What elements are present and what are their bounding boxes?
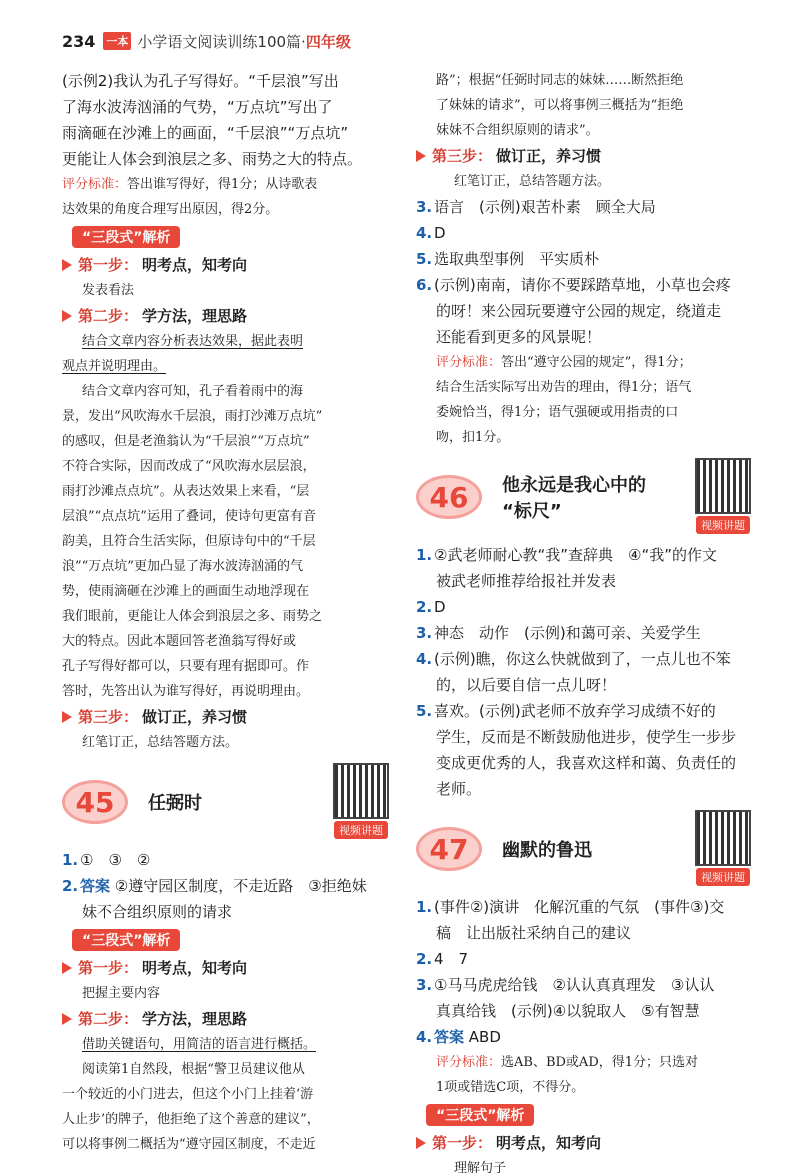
qr-code-icon[interactable]: [333, 763, 389, 819]
answer-1: 1. ① ③ ②: [62, 851, 151, 869]
qr-code-icon[interactable]: [695, 810, 751, 866]
step-two: 第二步： 学方法，理思路: [62, 303, 394, 329]
analysis-badge: “三段式”解析: [72, 929, 180, 951]
answer-6: 6. (示例)南南，请你不要踩踏草地，小草也会疼 的呀！来公园玩要遵守公园的规定，绕道走 还能看到更多的风景呢！: [416, 276, 731, 346]
series-grade: 四年级: [305, 32, 351, 51]
step-three: 第三步： 做订正，养习惯: [416, 143, 756, 169]
answer-4: 4. 答案 ABD: [416, 1028, 501, 1046]
lesson-47-header: [416, 810, 756, 888]
answer-4: 4. (示例)瞧，你这么快就做到了，一点儿也不笨 的，以后要自信一点儿呀！: [416, 650, 731, 694]
step-one-detail: 理解句子: [454, 1161, 507, 1173]
analysis-badge: “三段式”解析: [72, 226, 180, 248]
arrow-icon: [416, 1137, 426, 1149]
left-column: [62, 68, 394, 1157]
step-two-analysis: 结合文章内容可知，孔子看着雨中的海 景，发出“风吹海水千层浪，雨打沙滩万点坑” 的感叹，但是老渔翁认为“千层浪”“万点坑” 不符合实际，因而改成了“风吹海水层层浪， 雨打沙滩点点坑”。从表达效果上来看，“层 层浪”“点点坑”运用了叠词，使诗句更富有音 韵美，且符合生活实际，但原诗句中的“千层 浪”“万点坑”更加凸显了海水波涛汹涌的气 势，使雨滴砸在沙滩上的画面生动地浮现在 我们眼前，更能让人体会到浪层之多、雨势之 大的特点。因此本题回答老渔翁写得好或 孔子写得好都可以，只要有理有据即可。作 答时，先答出认为谁写得好，再说明理由。: [62, 384, 323, 699]
answer-2: 2. D: [416, 598, 446, 616]
scoring-criteria: 评分标准：选AB、BD或AD，得1分；只选对 1项或错选C项，不得分。: [436, 1055, 699, 1095]
scoring-criteria: 评分标准：答出谁写得好，得1分；从诗歌表 达效果的角度合理写出原因，得2分。: [62, 177, 318, 217]
step-two-analysis: 阅读第1自然段，根据“警卫员建议他从 一个较近的小门进去，但这个小门上挂着‘游 人止步’的牌子，他拒绝了这个善意的建议”， 可以将事例二概括为“遵守园区制度，不走近: [62, 1062, 320, 1152]
lesson-title: 任弼时: [148, 793, 202, 814]
step-one-detail: 把握主要内容: [82, 986, 161, 1001]
page-number: 234: [62, 31, 96, 51]
arrow-icon: [416, 150, 426, 162]
step-one: 第一步： 明考点，知考向: [62, 252, 394, 278]
arrow-icon: [62, 259, 72, 271]
analysis-badge: “三段式”解析: [426, 1104, 534, 1126]
right-column: [416, 68, 756, 1173]
step-three-detail: 红笔订正，总结答题方法。: [82, 735, 239, 750]
video-qr[interactable]: 视频讲题: [690, 810, 756, 886]
step-one-detail: 发表看法: [82, 283, 135, 298]
example-answer: (示例2)我认为孔子写得好。“千层浪”写出 了海水波涛汹涌的气势，“万点坑”写出了 雨滴砸在沙滩上的画面，“千层浪”“万点坑” 更能让人体会到浪层之多、雨势之大的特点。: [62, 72, 363, 168]
lesson-45-header: [62, 763, 394, 841]
scoring-criteria: 评分标准：答出“遵守公园的规定”，得1分； 结合生活实际写出劝告的理由，得1分；语气 委婉恰当，得1分；语气强硬或用指责的口 吻，扣1分。: [436, 355, 692, 445]
answer-3: 3. 神态 动作 (示例)和蔼可亲、关爱学生: [416, 624, 701, 642]
lesson-title: 他永远是我心中的 “标尺”: [502, 475, 646, 522]
answer-2: 2. 答案 ②遵守园区制度，不走近路 ③拒绝妹 妹不合组织原则的请求: [62, 877, 367, 921]
answer-3: 3. 语言 (示例)艰苦朴素 顾全大局: [416, 198, 656, 216]
arrow-icon: [62, 310, 72, 322]
lesson-title: 幽默的鲁迅: [502, 840, 592, 861]
lesson-number: 46: [416, 475, 482, 519]
arrow-icon: [62, 711, 72, 723]
arrow-icon: [62, 1013, 72, 1025]
qr-code-icon[interactable]: [695, 458, 751, 514]
lesson-number: 45: [62, 780, 128, 824]
analysis-continued: 路”；根据“任弼时同志的妹妹……断然拒绝 了妹妹的请求”，可以将事例三概括为“拒绝 妹妹不合组织原则的请求”。: [436, 73, 684, 138]
series-logo: 一本: [103, 32, 131, 50]
video-qr[interactable]: 视频讲题: [328, 763, 394, 839]
video-qr[interactable]: 视频讲题: [690, 458, 756, 534]
answer-3: 3. ①马马虎虎给钱 ②认认真真理发 ③认认 真真给钱 (示例)④以貌取人 ⑤有智慧: [416, 976, 715, 1020]
step-one: 第一步： 明考点，知考向: [416, 1130, 756, 1156]
lesson-46-header: [416, 458, 756, 536]
step-two: 第二步： 学方法，理思路: [62, 1006, 394, 1032]
lesson-number: 47: [416, 827, 482, 871]
answer-2: 2. 4 7: [416, 950, 469, 968]
answer-5: 5. 喜欢。(示例)武老师不放弃学习成绩不好的 学生，反而是不断鼓励他进步，使学生一步步 变成更优秀的人，我喜欢这样和蔼、负责任的 老师。: [416, 702, 737, 798]
step-three-detail: 红笔订正，总结答题方法。: [454, 174, 611, 189]
step-two-method: 借助关键语句，用简洁的语言进行概括。: [82, 1037, 317, 1052]
arrow-icon: [62, 962, 72, 974]
answer-1: 1. ②武老师耐心教“我”查辞典 ④“我”的作文 被武老师推荐给报社并发表: [416, 546, 717, 590]
answer-4: 4. D: [416, 224, 446, 242]
answer-5: 5. 选取典型事例 平实质朴: [416, 250, 600, 268]
step-two-method: 结合文章内容分析表达效果，据此表明 观点并说明理由。: [62, 334, 304, 374]
step-one: 第一步： 明考点，知考向: [62, 955, 394, 981]
series-title: 小学语文阅读训练100篇·: [137, 32, 306, 51]
step-three: 第三步： 做订正，养习惯: [62, 704, 394, 730]
answer-1: 1. (事件②)演讲 化解沉重的气氛 (事件③)交 稿 让出版社采纳自己的建议: [416, 898, 725, 942]
page-header: [62, 30, 351, 52]
